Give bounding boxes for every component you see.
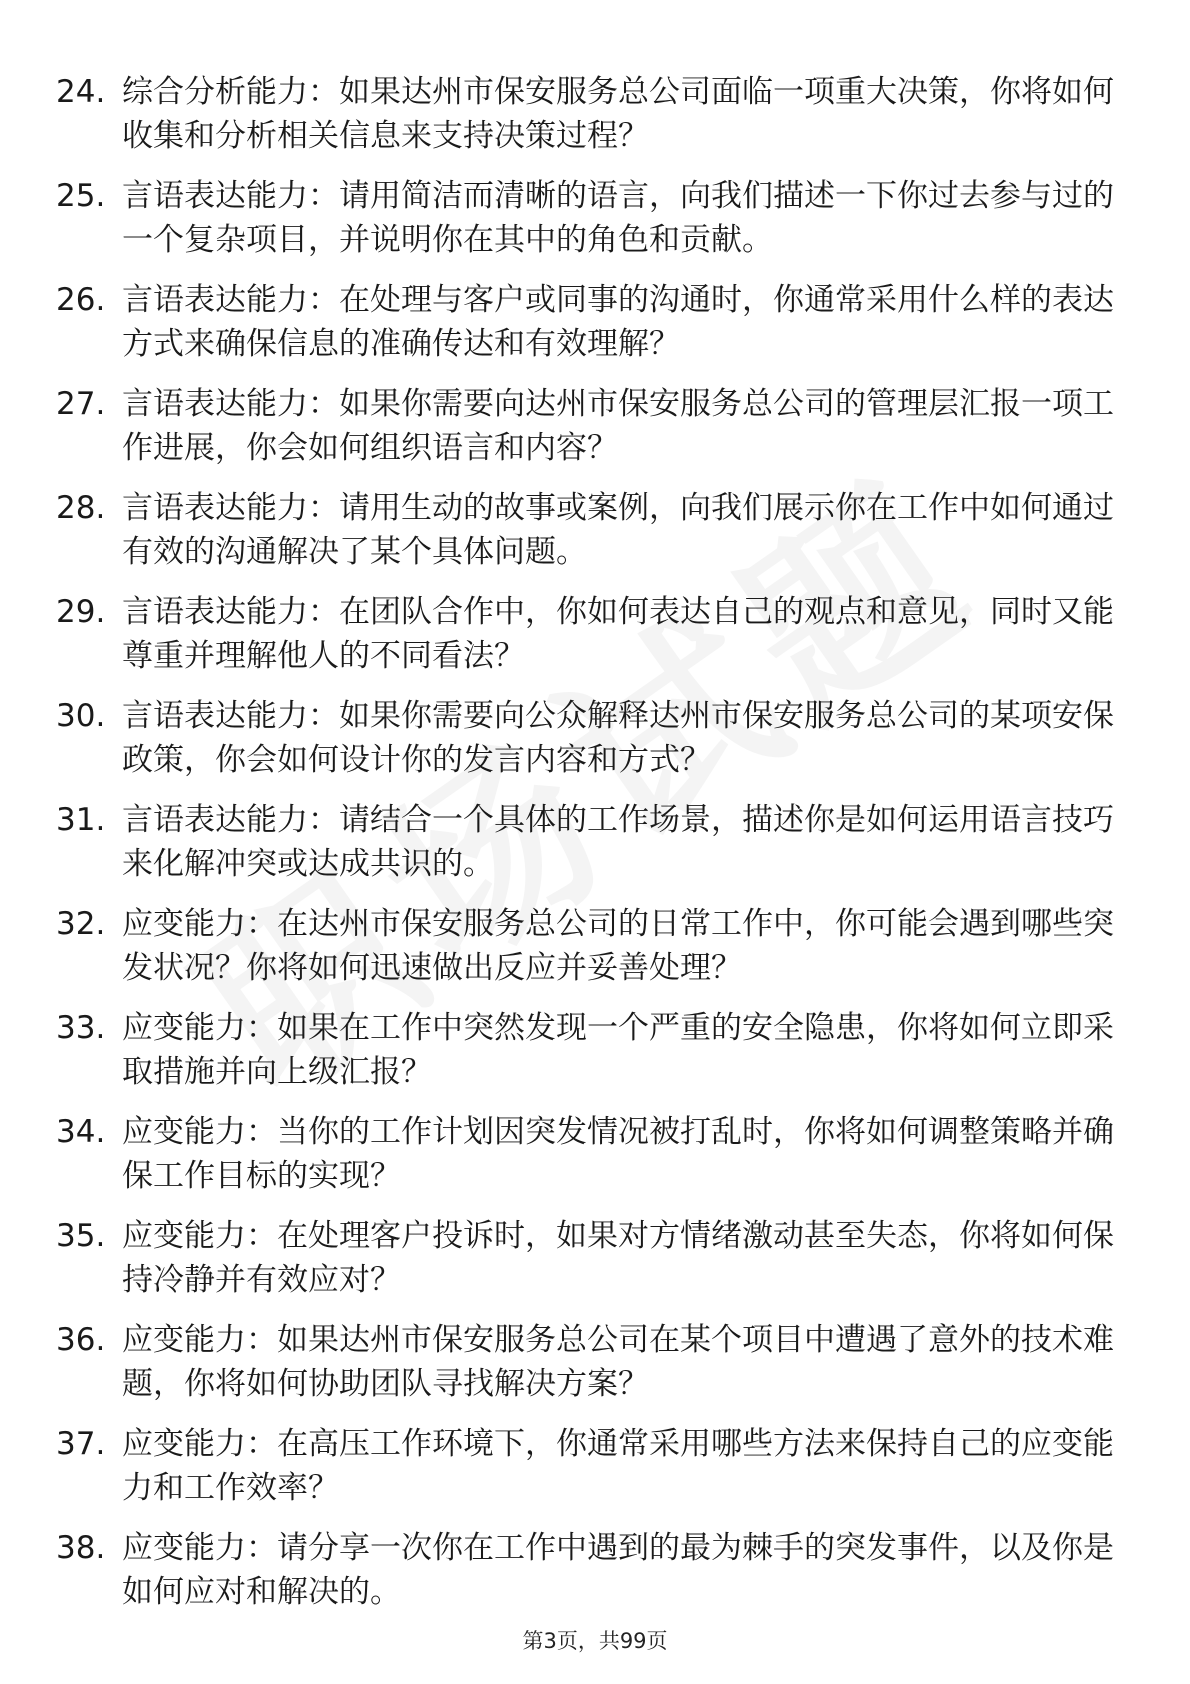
question-item-28: [56, 486, 1116, 590]
question-text: 言语表达能力：请用生动的故事或案例，向我们展示你在工作中如何通过有效的沟通解决了某个具体问题。: [122, 490, 1114, 570]
question-text: 应变能力：如果达州市保安服务总公司在某个项目中遭遇了意外的技术难题，你将如何协助团队寻找解决方案？: [122, 1322, 1114, 1402]
question-item-36: [56, 1318, 1116, 1422]
question-text: 应变能力：在高压工作环境下，你通常采用哪些方法来保持自己的应变能力和工作效率？: [122, 1426, 1114, 1506]
question-text: 应变能力：在达州市保安服务总公司的日常工作中，你可能会遇到哪些突发状况？你将如何迅速做出反应并妥善处理？: [122, 906, 1114, 986]
question-number: 34.: [56, 1114, 106, 1150]
question-text: 言语表达能力：如果你需要向公众解释达州市保安服务总公司的某项安保政策，你会如何设计你的发言内容和方式？: [122, 698, 1114, 778]
question-item-26: [56, 278, 1116, 382]
question-number: 29.: [56, 594, 106, 630]
question-number: 35.: [56, 1218, 106, 1254]
question-text: 言语表达能力：如果你需要向达州市保安服务总公司的管理层汇报一项工作进展，你会如何组织语言和内容？: [122, 386, 1114, 466]
question-number: 24.: [56, 74, 106, 110]
question-text: 综合分析能力：如果达州市保安服务总公司面临一项重大决策，你将如何收集和分析相关信息来支持决策过程？: [122, 74, 1114, 154]
question-text: 言语表达能力：在处理与客户或同事的沟通时，你通常采用什么样的表达方式来确保信息的准确传达和有效理解？: [122, 282, 1114, 362]
question-item-24: [56, 70, 1116, 174]
question-number: 30.: [56, 698, 106, 734]
question-number: 36.: [56, 1322, 106, 1358]
question-item-38: [56, 1526, 1116, 1630]
question-number: 33.: [56, 1010, 106, 1046]
question-number: 26.: [56, 282, 106, 318]
question-item-27: [56, 382, 1116, 486]
page-footer: 第3页，共99页: [522, 1629, 668, 1653]
question-item-25: [56, 174, 1116, 278]
question-number: 25.: [56, 178, 106, 214]
question-number: 32.: [56, 906, 106, 942]
question-item-31: [56, 798, 1116, 902]
question-item-30: [56, 694, 1116, 798]
question-number: 38.: [56, 1530, 106, 1566]
question-item-33: [56, 1006, 1116, 1110]
question-text: 应变能力：当你的工作计划因突发情况被打乱时，你将如何调整策略并确保工作目标的实现？: [122, 1114, 1114, 1194]
question-text: 言语表达能力：请结合一个具体的工作场景，描述你是如何运用语言技巧来化解冲突或达成共识的。: [122, 802, 1114, 882]
question-item-37: [56, 1422, 1116, 1526]
question-text: 言语表达能力：请用简洁而清晰的语言，向我们描述一下你过去参与过的一个复杂项目，并说明你在其中的角色和贡献。: [122, 178, 1114, 258]
question-text: 言语表达能力：在团队合作中，你如何表达自己的观点和意见，同时又能尊重并理解他人的不同看法？: [122, 594, 1114, 674]
question-item-32: [56, 902, 1116, 1006]
question-text: 应变能力：请分享一次你在工作中遇到的最为棘手的突发事件，以及你是如何应对和解决的。: [122, 1530, 1114, 1610]
question-number: 27.: [56, 386, 106, 422]
question-list: [56, 70, 1116, 1630]
question-item-34: [56, 1110, 1116, 1214]
question-text: 应变能力：如果在工作中突然发现一个严重的安全隐患，你将如何立即采取措施并向上级汇报？: [122, 1010, 1114, 1090]
question-text: 应变能力：在处理客户投诉时，如果对方情绪激动甚至失态，你将如何保持冷静并有效应对？: [122, 1218, 1114, 1298]
question-number: 37.: [56, 1426, 106, 1462]
question-item-29: [56, 590, 1116, 694]
question-number: 28.: [56, 490, 106, 526]
question-item-35: [56, 1214, 1116, 1318]
question-number: 31.: [56, 802, 106, 838]
